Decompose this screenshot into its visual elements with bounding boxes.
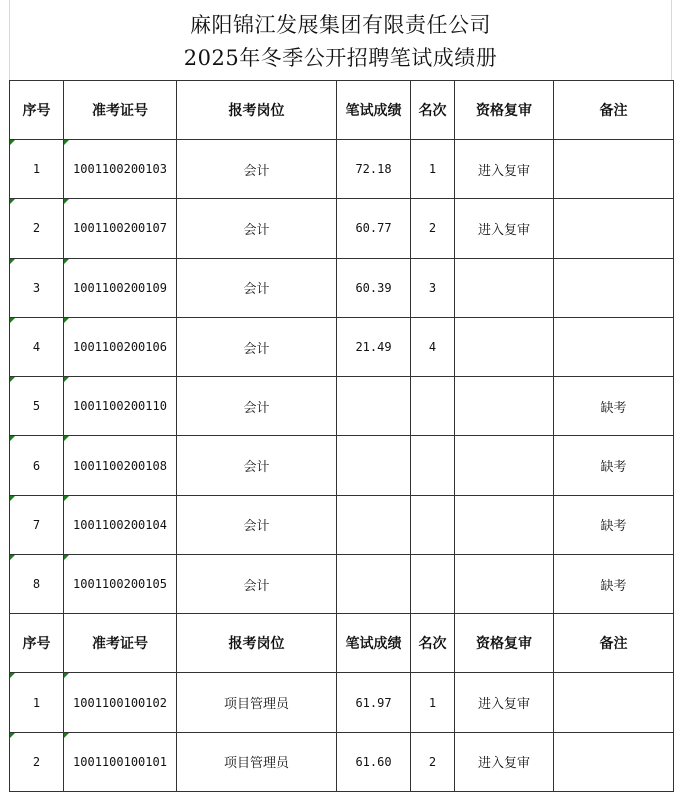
cell-remarks[interactable] [554, 673, 674, 732]
cell-position[interactable] [177, 317, 337, 376]
cell-written-score[interactable] [337, 258, 411, 317]
text-number-marker-icon [10, 140, 15, 145]
cell-remarks[interactable] [554, 317, 674, 376]
text-number-marker-icon [64, 496, 69, 501]
text-number-marker-icon [10, 673, 15, 678]
text-number-marker-icon [10, 496, 15, 501]
cell-text: 4 [428, 340, 437, 355]
cell-text: 项目管理员 [223, 697, 289, 713]
cell-text: 缺考 [600, 460, 627, 476]
cell-text: 2 [32, 754, 41, 769]
column-header-written-score: 笔试成绩 [337, 614, 411, 673]
text-number-marker-icon [64, 377, 69, 382]
cell-qualification-review[interactable] [455, 377, 554, 436]
score-table [9, 80, 674, 792]
cell-rank[interactable] [411, 317, 455, 376]
table-row [10, 258, 674, 317]
text-number-marker-icon [64, 733, 69, 738]
cell-text: 4 [32, 340, 41, 355]
text-number-marker-icon [10, 377, 15, 382]
cell-exam-id[interactable] [64, 732, 177, 791]
cell-serial-number[interactable] [10, 377, 64, 436]
cell-exam-id[interactable] [64, 436, 177, 495]
cell-text: 61.97 [355, 695, 392, 710]
cell-text: 会计 [243, 460, 270, 476]
cell-rank[interactable] [411, 140, 455, 199]
text-number-marker-icon [10, 199, 15, 204]
cell-qualification-review[interactable] [455, 317, 554, 376]
column-header-written-score: 笔试成绩 [337, 81, 411, 140]
cell-rank[interactable] [411, 673, 455, 732]
cell-text: 6 [32, 458, 41, 473]
column-header-position: 报考岗位 [177, 81, 337, 140]
cell-remarks[interactable] [554, 140, 674, 199]
cell-serial-number[interactable] [10, 258, 64, 317]
column-header-rank: 名次 [411, 614, 455, 673]
cell-written-score[interactable] [337, 199, 411, 258]
cell-text: 3 [32, 280, 41, 295]
cell-serial-number[interactable] [10, 555, 64, 614]
cell-position[interactable] [177, 673, 337, 732]
table-row [10, 436, 674, 495]
text-number-marker-icon [64, 140, 69, 145]
cell-text: 21.49 [355, 340, 392, 355]
table-header-row [10, 81, 674, 140]
cell-qualification-review[interactable] [455, 673, 554, 732]
cell-text: 2 [428, 221, 437, 236]
table-row [10, 732, 674, 791]
cell-written-score[interactable] [337, 317, 411, 376]
cell-text: 61.60 [355, 754, 392, 769]
cell-text: 进入复审 [477, 163, 530, 179]
cell-text: 60.39 [355, 280, 392, 295]
column-header-qualification-review: 资格复审 [455, 614, 554, 673]
cell-text: 72.18 [355, 162, 392, 177]
cell-qualification-review[interactable] [455, 732, 554, 791]
cell-text: 缺考 [600, 400, 627, 416]
cell-remarks[interactable] [554, 436, 674, 495]
cell-text: 3 [428, 280, 437, 295]
column-header-remarks: 备注 [554, 614, 674, 673]
cell-written-score[interactable] [337, 555, 411, 614]
cell-exam-id[interactable] [64, 140, 177, 199]
cell-position[interactable] [177, 258, 337, 317]
text-number-marker-icon [64, 436, 69, 441]
cell-text: 会计 [243, 222, 270, 238]
column-header-serial-number: 序号 [10, 614, 64, 673]
cell-rank[interactable] [411, 377, 455, 436]
column-header-rank: 名次 [411, 81, 455, 140]
text-number-marker-icon [64, 199, 69, 204]
cell-position[interactable] [177, 555, 337, 614]
cell-position[interactable] [177, 140, 337, 199]
cell-text: 缺考 [600, 578, 627, 594]
text-number-marker-icon [10, 259, 15, 264]
cell-text: 1001100200107 [73, 221, 167, 236]
cell-text: 5 [32, 399, 41, 414]
cell-serial-number[interactable] [10, 436, 64, 495]
cell-text: 进入复审 [477, 222, 530, 238]
cell-text: 1 [428, 695, 437, 710]
cell-text: 1001100100102 [73, 695, 167, 710]
text-number-marker-icon [10, 555, 15, 560]
cell-remarks[interactable] [554, 732, 674, 791]
cell-text: 进入复审 [477, 697, 530, 713]
table-row [10, 673, 674, 732]
column-header-qualification-review: 资格复审 [455, 81, 554, 140]
table-row [10, 140, 674, 199]
cell-text: 1001100100101 [73, 754, 167, 769]
cell-remarks[interactable] [554, 199, 674, 258]
cell-rank[interactable] [411, 495, 455, 554]
cell-written-score[interactable] [337, 436, 411, 495]
cell-text: 60.77 [355, 221, 392, 236]
cell-qualification-review[interactable] [455, 495, 554, 554]
cell-rank[interactable] [411, 199, 455, 258]
cell-qualification-review[interactable] [455, 199, 554, 258]
cell-rank[interactable] [411, 732, 455, 791]
cell-text: 1 [32, 162, 41, 177]
text-number-marker-icon [10, 733, 15, 738]
text-number-marker-icon [64, 318, 69, 323]
cell-remarks[interactable] [554, 258, 674, 317]
cell-position[interactable] [177, 199, 337, 258]
cell-text: 1001100200106 [73, 340, 167, 355]
cell-remarks[interactable] [554, 377, 674, 436]
cell-text: 1001100200104 [73, 517, 167, 532]
document-title-area [9, 0, 672, 80]
cell-text: 1 [32, 695, 41, 710]
column-header-position: 报考岗位 [177, 614, 337, 673]
cell-text: 会计 [243, 400, 270, 416]
cell-text: 1001100200105 [73, 577, 167, 592]
cell-qualification-review[interactable] [455, 555, 554, 614]
title-subtitle: 2025年冬季公开招聘笔试成绩册 [183, 46, 498, 70]
text-number-marker-icon [10, 318, 15, 323]
table-row [10, 495, 674, 554]
cell-text: 缺考 [600, 519, 627, 535]
cell-rank[interactable] [411, 436, 455, 495]
cell-text: 会计 [243, 163, 270, 179]
table-row [10, 199, 674, 258]
column-header-exam-id: 准考证号 [64, 81, 177, 140]
cell-serial-number[interactable] [10, 199, 64, 258]
table-header-row [10, 614, 674, 673]
column-header-remarks: 备注 [554, 81, 674, 140]
cell-qualification-review[interactable] [455, 258, 554, 317]
text-number-marker-icon [10, 436, 15, 441]
cell-exam-id[interactable] [64, 199, 177, 258]
cell-position[interactable] [177, 495, 337, 554]
cell-text: 会计 [243, 341, 270, 357]
cell-serial-number[interactable] [10, 732, 64, 791]
cell-text: 1 [428, 162, 437, 177]
table-row [10, 555, 674, 614]
cell-rank[interactable] [411, 555, 455, 614]
cell-text: 1001100200109 [73, 280, 167, 295]
cell-position[interactable] [177, 732, 337, 791]
cell-exam-id[interactable] [64, 673, 177, 732]
cell-position[interactable] [177, 377, 337, 436]
cell-text: 1001100200110 [73, 399, 167, 414]
cell-text: 会计 [243, 578, 270, 594]
cell-text: 1001100200103 [73, 162, 167, 177]
column-header-exam-id: 准考证号 [64, 614, 177, 673]
column-header-serial-number: 序号 [10, 81, 64, 140]
cell-text: 会计 [243, 519, 270, 535]
cell-text: 8 [32, 577, 41, 592]
table-row [10, 377, 674, 436]
cell-remarks[interactable] [554, 555, 674, 614]
cell-exam-id[interactable] [64, 495, 177, 554]
cell-serial-number[interactable] [10, 673, 64, 732]
cell-qualification-review[interactable] [455, 436, 554, 495]
cell-written-score[interactable] [337, 732, 411, 791]
cell-qualification-review[interactable] [455, 140, 554, 199]
cell-exam-id[interactable] [64, 258, 177, 317]
cell-rank[interactable] [411, 258, 455, 317]
cell-exam-id[interactable] [64, 317, 177, 376]
cell-written-score[interactable] [337, 673, 411, 732]
cell-serial-number[interactable] [10, 140, 64, 199]
cell-serial-number[interactable] [10, 495, 64, 554]
cell-text: 1001100200108 [73, 458, 167, 473]
cell-position[interactable] [177, 436, 337, 495]
cell-text: 进入复审 [477, 756, 530, 772]
cell-exam-id[interactable] [64, 555, 177, 614]
cell-text: 2 [428, 754, 437, 769]
text-number-marker-icon [64, 259, 69, 264]
cell-serial-number[interactable] [10, 317, 64, 376]
cell-text: 会计 [243, 282, 270, 298]
cell-text: 7 [32, 517, 41, 532]
cell-written-score[interactable] [337, 495, 411, 554]
text-number-marker-icon [64, 555, 69, 560]
cell-written-score[interactable] [337, 377, 411, 436]
cell-written-score[interactable] [337, 140, 411, 199]
cell-text: 项目管理员 [223, 756, 289, 772]
cell-exam-id[interactable] [64, 377, 177, 436]
text-number-marker-icon [64, 673, 69, 678]
title-company: 麻阳锦江发展集团有限责任公司 [190, 13, 491, 37]
table-row [10, 317, 674, 376]
cell-text: 2 [32, 221, 41, 236]
cell-remarks[interactable] [554, 495, 674, 554]
